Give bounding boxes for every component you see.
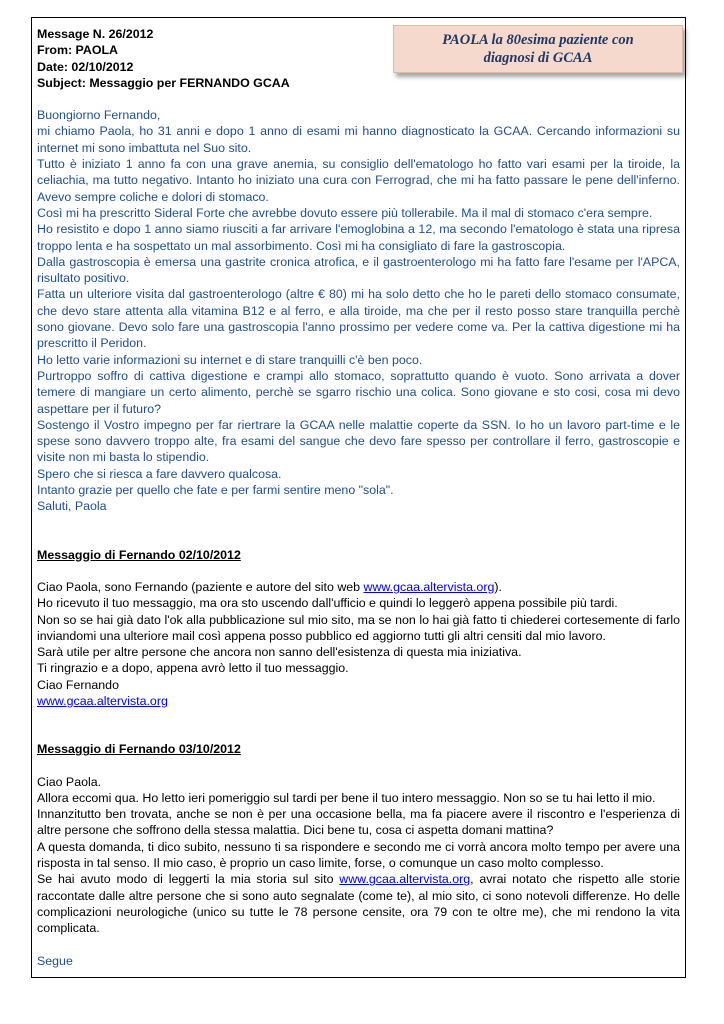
message-number: Message N. 26/2012 <box>37 27 154 41</box>
paola-paragraph: Fatta un ulteriore visita dal gastroenterologo (altre € 80) mi ha solo detto che ho le pareti dello stomaco consumate, che devo stare attenta alla vitamina B12 e al ferro, e alla tiroide, ma che per il resto posso stare tranquilla perchè sono giovane. Devo solo fare una gastroscopia l'anno prossimo per vedere come va. Per la cattiva digestione mi ha prescritto il Peridon. <box>37 287 680 351</box>
reply1-paragraph: Non so se hai già dato l'ok alla pubblicazione sul mio sito, ma se non lo hai già fatto ti chiederei cortesemente di farlo inviandomi una ulteriore mail così appena posso pubblico ed aggiorno tutti gli altri censiti dal mio lavoro. <box>37 612 680 643</box>
reply2-paragraph: A questa domanda, ti dico subito, nessuno ti sa rispondere e secondo me ci vorrà ancora molto tempo per avere una risposta in tal senso. Il mio caso, è proprio un caso limite, forse, o comunque un caso molto complesso. <box>37 839 680 871</box>
reply1-body <box>37 579 680 709</box>
paola-paragraph: Saluti, Paola <box>37 499 107 514</box>
site-link[interactable]: www.gcaa.altervista.org <box>363 579 495 594</box>
reply2-last-end: , avrai notato che rispetto alle storie raccontate dalle altre persone che si sono auto segnalate (come te), al mio sito, ci sono notevoli differenze. Ho delle complicazioni neurologiche (unico su tutte le 78 persone censite, ora 79 con te oltre me), che mi rendono la vita complicata. <box>37 872 680 936</box>
message-subject: Subject: Messaggio per FERNANDO GCAA <box>37 75 290 90</box>
reply2-body <box>37 774 680 937</box>
document-page <box>31 17 686 978</box>
message-from: From: PAOLA <box>37 43 118 58</box>
paola-paragraph: Buongiorno Fernando, <box>37 108 161 123</box>
paola-paragraph: Dalla gastroscopia è emersa una gastrite cronica atrofica, e il gastroenterologo mi ha fatto fare l'esame per l'APCA, risultato positivo. <box>37 254 680 286</box>
message-date: Date: 02/10/2012 <box>37 59 134 74</box>
paola-paragraph: Ho resistito e dopo 1 anno siamo riusciti a far arrivare l'emoglobina a 12, ma secondo l'ematologo è stata una ripresa troppo lenta e ha sospettato un mal assorbimento. Così mi ha consigliato di fare la gastroscopia. <box>37 222 680 253</box>
reply1-paragraph: Ciao Fernando <box>37 677 119 692</box>
reply2-paragraph: Innanzitutto ben trovata, anche se non è per una occasione bella, ma fa piacere avere il riscontro e l'esperienza di altre persone che soffrono della stessa malattia. Dici bene tu, cosa ci aspetta domani mattina? <box>37 807 680 838</box>
reply1-paragraph: Ho ricevuto il tuo messaggio, ma ora sto uscendo dall'ufficio e quindi lo leggerò appena possibile più tardi. <box>37 596 618 611</box>
paola-paragraph: Spero che si riesca a fare davvero qualcosa. <box>37 466 282 481</box>
paola-paragraph: Così mi ha prescritto Sideral Forte che avrebbe dovuto essere più tollerabile. Ma il mal di stomaco c'era sempre. <box>37 205 653 220</box>
paola-paragraph: Sostengo il Vostro impegno per far riertrare la GCAA nelle malattie coperte da SSN. Io ho un lavoro part-time e le spese sono davvero troppo alte, fra esami del sangue che devo fare spesso per controllare il ferro, gastroscopie e visite non mi basta lo stipendio. <box>37 417 680 465</box>
paola-message <box>37 107 680 514</box>
paola-paragraph: Purtroppo soffro di cattiva digestione e crampi allo stomaco, soprattutto quando è vuoto. Sono arrivata a dover temere di mangiare un certo alimento, perchè se sgarro rischio una colica. Sono giovane e sto cosi, cosa mi devo aspettare per il futuro? <box>37 368 680 416</box>
callout-box <box>393 25 683 73</box>
reply1-intro-end: ). <box>494 579 502 594</box>
reply2-paragraph: Ciao Paola. <box>37 774 102 789</box>
paola-paragraph: mi chiamo Paola, ho 31 anni e dopo 1 anno di esami mi hanno diagnosticato la GCAA. Cercando informazioni su internet mi sono imbattuta nel Suo sito. <box>37 124 680 155</box>
signature-site-link[interactable]: www.gcaa.altervista.org <box>37 693 168 708</box>
reply1-signature <box>37 693 680 709</box>
paola-paragraph: Ho letto varie informazioni su internet e di stare tranquilli c'è ben poco. <box>37 352 423 367</box>
paola-paragraph: Tutto è iniziato 1 anno fa con una grave anemia, su consiglio dell'ematologo ho fatto vari esami per la tiroide, la celiachia, ma tutto negativo. Intanto ho iniziato una cura con Ferrograd, che mi ha fatto passare le pene dell'inferno. Avevo sempre coliche e dolori di stomaco. <box>37 157 680 204</box>
reply2-last-paragraph <box>37 871 680 936</box>
document-content <box>37 26 680 969</box>
story-site-link[interactable]: www.gcaa.altervista.org <box>339 872 471 887</box>
reply1-paragraph: Ti ringrazio e a dopo, appena avrò letto il tuo messaggio. <box>37 661 349 676</box>
reply1-paragraph: Sarà utile per altre persone che ancora non sanno dell'esistenza di questa mia iniziativa. <box>37 645 522 660</box>
reply1-title: Messaggio di Fernando 02/10/2012 <box>37 547 241 562</box>
reply1-intro <box>37 579 680 595</box>
reply2-title: Messaggio di Fernando 03/10/2012 <box>37 742 241 757</box>
reply2-paragraph: Allora eccomi qua. Ho letto ieri pomeriggio sul tardi per bene il tuo intero messaggio. Non so se tu hai letto il mio. <box>37 790 656 805</box>
paola-paragraph: Intanto grazie per quello che fate e per farmi sentire meno "sola". <box>37 483 394 498</box>
reply2-last-text: Se hai avuto modo di leggerti la mia storia sul sito <box>37 872 340 887</box>
callout-text: PAOLA la 80esima paziente con diagnosi di GCAA <box>442 32 634 66</box>
continue-label: Segue <box>37 953 73 968</box>
reply1-intro-text: Ciao Paola, sono Fernando (paziente e autore del sito web <box>37 579 364 594</box>
